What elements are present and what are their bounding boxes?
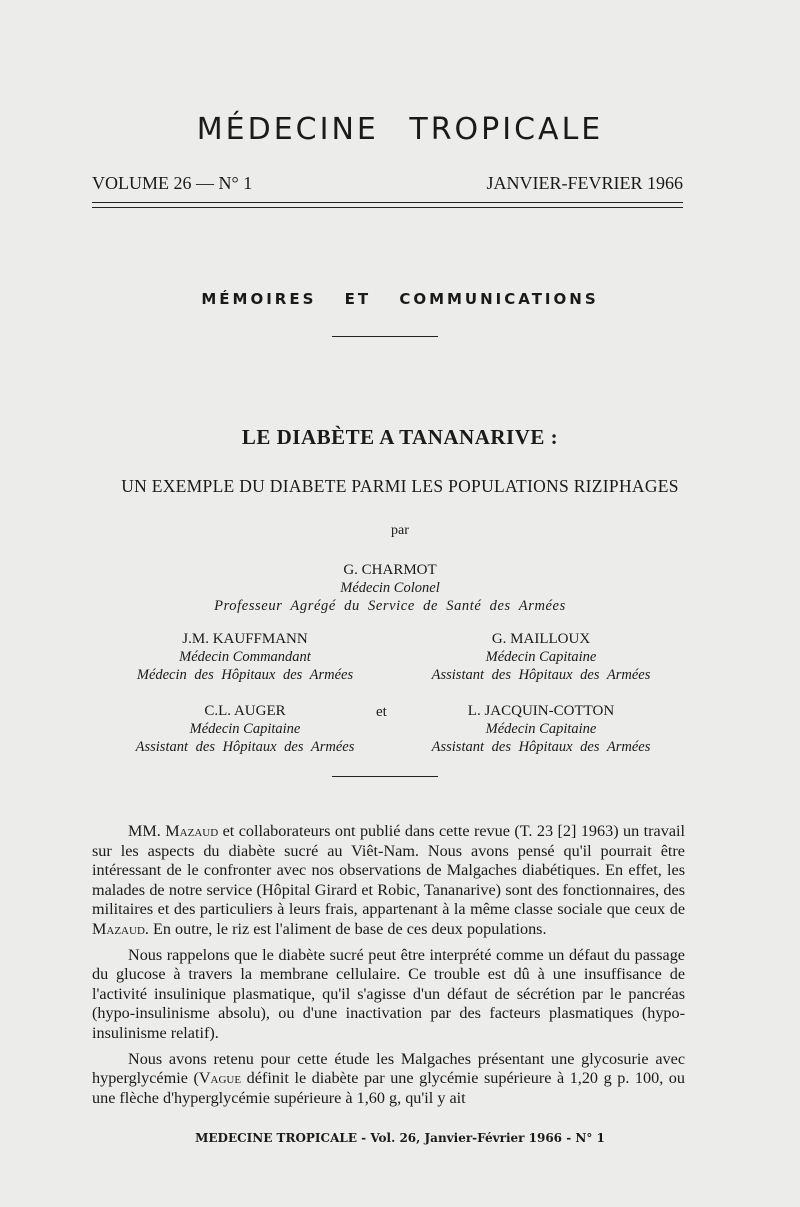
author-rank: Médecin Capitaine [485, 721, 597, 737]
cited-author: Mazaud [165, 822, 219, 840]
section-title: MÉMOIRES ET COMMUNICATIONS [201, 290, 599, 308]
section-divider [332, 336, 438, 337]
text-run: définit le diabète par une glycémie supérieure à 1,20 g p. 100, ou une flèche d'hyperglycémie supérieure à 1,60 g, qu'il y ait [92, 1069, 685, 1107]
author-rank: Médecin Capitaine [189, 721, 301, 737]
author-affiliation: Médecin des Hôpitaux des Armées [136, 667, 354, 683]
text-run: MM. [128, 822, 166, 840]
author-rank: Médecin Commandant [179, 649, 311, 665]
author-affiliation: Assistant des Hôpitaux des Armées [135, 739, 355, 755]
article-subtitle: UN EXEMPLE DU DIABETE PARMI LES POPULATIONS RIZIPHAGES [121, 476, 679, 496]
issue-date: JANVIER-FEVRIER 1966 [486, 173, 683, 193]
text-run: Nous avons retenu pour cette étude les Malgaches présentant une glycosurie avec hyperglycémie ( [92, 1049, 685, 1088]
paragraph-3 [92, 1050, 685, 1109]
author-affiliation: Professeur Agrégé du Service de Santé des Armées [214, 598, 566, 614]
journal-title: MÉDECINE TROPICALE [196, 112, 604, 147]
header-double-rule [92, 202, 683, 208]
authors-divider [332, 776, 438, 777]
article-body [92, 822, 685, 1114]
text-run: et collaborateurs ont publié dans cette revue (T. 23 [2] 1963) un travail sur les aspects du diabète sucré au Viêt-Nam. Nous avons pensé qu'il pourrait être intéressant de le confronter avec nos observations de Malgaches diabétiques. En effet, les malades de notre service (Hôpital Girard et Robic, Tananarive) sont des fonctionnaires, des militaires et des particuliers à leurs frais, appartenant à la même classe sociale que ceux de [92, 822, 685, 919]
author-name: L. JACQUIN-COTTON [467, 703, 615, 719]
author-auger [110, 702, 380, 756]
paragraph-2: Nous rappelons que le diabète sucré peut être interprété comme un défaut du passage du glucose à travers la membrane cellulaire. Ce trouble est dû à une insuffisance de l'activité insulinique plasmatique, qu'il s'agisse d'un défaut de sécrétion par le pancréas (hypo-insulinisme absolu), ou d'une inactivation par des facteurs plasmatiques (hypo-insulinisme relatif). [92, 945, 685, 1042]
cited-author: Mazaud [92, 919, 145, 938]
author-affiliation: Assistant des Hôpitaux des Armées [431, 739, 651, 755]
author-rank: Médecin Colonel [340, 580, 440, 596]
paragraph-1 [92, 822, 685, 940]
cited-author: Vague [198, 1069, 242, 1088]
author-name: G. CHARMOT [343, 562, 437, 578]
author-conjunction: et [376, 704, 387, 720]
article-title: LE DIABÈTE A TANANARIVE : [241, 425, 559, 449]
author-jacquin-cotton [405, 702, 677, 756]
author-mailloux [405, 630, 677, 684]
text-run: . En outre, le riz est l'aliment de base de ces deux populations. [144, 919, 547, 938]
author-name: J.M. KAUFFMANN [182, 631, 308, 647]
author-affiliation: Assistant des Hôpitaux des Armées [431, 667, 651, 683]
by-line: par [391, 523, 409, 538]
page-footer: MEDECINE TROPICALE - Vol. 26, Janvier-Février 1966 - N° 1 [195, 1131, 605, 1145]
author-rank: Médecin Capitaine [485, 649, 597, 665]
author-name: C.L. AUGER [204, 703, 286, 719]
author-name: G. MAILLOUX [491, 631, 591, 647]
volume-number: VOLUME 26 — N° 1 [92, 173, 253, 193]
author-kauffmann [110, 630, 380, 684]
author-charmot [190, 561, 590, 615]
